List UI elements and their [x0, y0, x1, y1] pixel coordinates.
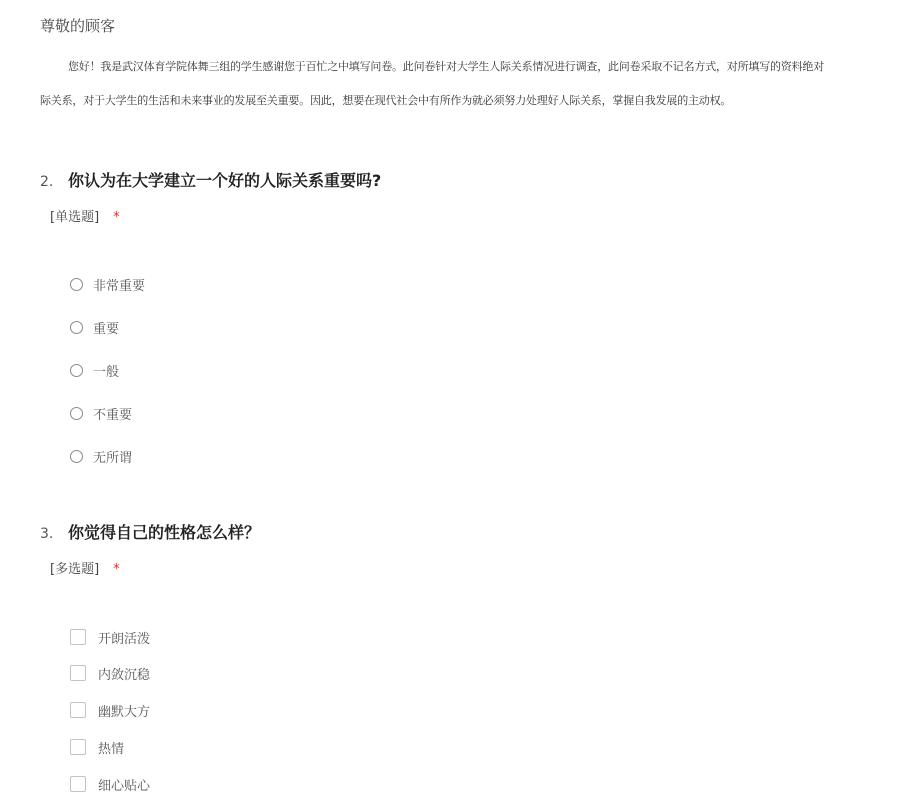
- intro-text-line-1: 您好！我是武汉体育学院体舞三组的学生感谢您于百忙之中填写问卷。此问卷针对大学生人际关系情况进行调查，此问卷采取不记名方式，对所填写的资料绝对: [68, 60, 824, 73]
- option-label: 开朗活泼: [98, 631, 151, 647]
- intro-text-line-2: 际关系，对于大学生的生活和未来事业的发展至关重要。因此，想要在现代社会中有所作为就必须努力处理好人际关系，掌握自我发展的主动权。: [40, 94, 732, 107]
- checkbox-option[interactable]: [70, 737, 124, 757]
- checkbox-icon[interactable]: [70, 665, 86, 681]
- checkbox-option[interactable]: [70, 663, 150, 683]
- option-label: 幽默大方: [98, 704, 151, 720]
- radio-button-icon[interactable]: [70, 278, 83, 291]
- question-number: 3.: [40, 526, 54, 542]
- question-2-title: [40, 168, 381, 191]
- question-text: 你觉得自己的性格怎么样？: [68, 523, 261, 542]
- question-2-type: [50, 206, 120, 225]
- checkbox-option[interactable]: [70, 627, 150, 647]
- option-label: 一般: [93, 364, 120, 380]
- required-mark: *: [113, 562, 120, 577]
- radio-option[interactable]: [70, 403, 132, 423]
- question-3-title: [40, 520, 260, 543]
- question-type-label: [单选题]: [50, 210, 100, 225]
- radio-button-icon[interactable]: [70, 321, 83, 334]
- radio-option[interactable]: [70, 274, 145, 294]
- greeting-heading: 尊敬的顾客: [40, 17, 116, 35]
- question-text: 你认为在大学建立一个好的人际关系重要吗?: [68, 171, 382, 190]
- question-number: 2.: [40, 174, 54, 190]
- checkbox-icon[interactable]: [70, 739, 86, 755]
- checkbox-icon[interactable]: [70, 702, 86, 718]
- option-label: 不重要: [93, 407, 133, 423]
- option-label: 重要: [93, 321, 120, 337]
- radio-option[interactable]: [70, 446, 132, 466]
- question-3-type: [50, 558, 120, 577]
- radio-button-icon[interactable]: [70, 450, 83, 463]
- radio-button-icon[interactable]: [70, 407, 83, 420]
- checkbox-icon[interactable]: [70, 629, 86, 645]
- option-label: 细心贴心: [98, 778, 151, 794]
- checkbox-icon[interactable]: [70, 776, 86, 792]
- option-label: 内敛沉稳: [98, 667, 151, 683]
- option-label: 无所谓: [93, 450, 133, 466]
- required-mark: *: [113, 210, 120, 225]
- question-type-label: [多选题]: [50, 562, 100, 577]
- checkbox-option[interactable]: [70, 774, 150, 794]
- option-label: 热情: [98, 741, 125, 757]
- radio-option[interactable]: [70, 360, 119, 380]
- option-label: 非常重要: [93, 278, 146, 294]
- checkbox-option[interactable]: [70, 700, 150, 720]
- radio-option[interactable]: [70, 317, 119, 337]
- radio-button-icon[interactable]: [70, 364, 83, 377]
